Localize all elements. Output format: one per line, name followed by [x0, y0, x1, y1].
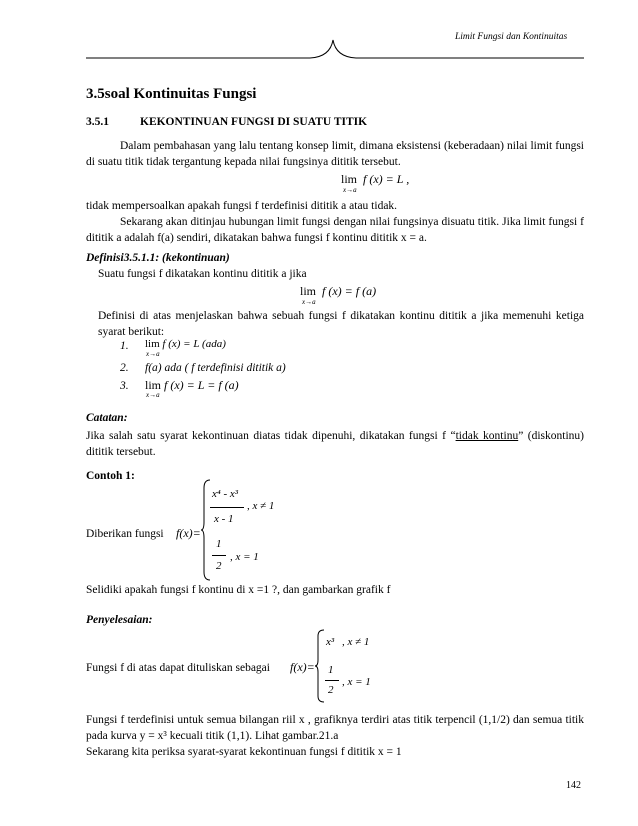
solution-case-2-condition: , x = 1 — [342, 676, 371, 688]
example-function-name: f(x)= — [176, 526, 201, 540]
example-label: Contoh 1: — [86, 470, 135, 482]
condition-3-subscript: x→a — [146, 391, 160, 399]
definition-label: Definisi3.5.1.1: (kekontinuan) — [86, 252, 230, 264]
solution-paragraph-1: Fungsi f terdefinisi untuk semua bilangan riil x , grafiknya terdiri atas titik terpencil (1,1/2) dan semua titik pada kurva y = x³ kecuali titik (1,1). Lihat gambar.21.a — [86, 714, 584, 742]
intro-paragraph-1: Dalam pembahasan yang lalu tentang konsep limit, dimana eksistensi (keberadaan) nilai limit fungsi di suatu titik tidak tergantung kepada nilai fungsinya dititik tersebut. — [86, 140, 584, 168]
solution-case-1: x³ — [326, 636, 335, 648]
case-1-condition: , x ≠ 1 — [247, 500, 275, 512]
solution-case-1-condition: , x ≠ 1 — [342, 636, 370, 648]
solution-case-2-fraction-bar — [325, 680, 339, 681]
intro-paragraph-2: tidak mempersoalkan apakah fungsi f terdefinisi dititik a atau tidak. — [86, 200, 398, 212]
page-title: 3.5soal Kontinuitas Fungsi — [86, 86, 257, 102]
page-number: 142 — [566, 780, 581, 791]
example-given-text: Diberikan fungsi — [86, 528, 164, 540]
example-question: Selidiki apakah fungsi f kontinu di x =1 ?, dan gambarkan grafik f — [86, 584, 391, 596]
case-1-denominator: x - 1 — [214, 513, 234, 525]
case-2-denominator: 2 — [216, 560, 222, 572]
limit-expression: f (x) = f (a) — [322, 284, 377, 298]
intro-paragraph-3: Sekarang akan ditinjau hubungan limit fungsi dengan nilai fungsinya disuatu titik. Jika limit fungsi f dititik a adalah f(a) sendiri, dikatakan bahwa fungsi f kontinu dititik x = a. — [86, 216, 584, 244]
definition-equation — [300, 284, 376, 299]
definition-line-1: Suatu fungsi f dikatakan kontinu dititik a jika — [98, 268, 307, 280]
catatan-label: Catatan: — [86, 412, 128, 424]
limit-subscript: x→a — [343, 186, 357, 194]
section-number: 3.5.1 — [86, 116, 109, 128]
case-1-fraction-bar — [210, 507, 244, 508]
condition-3-expression: lim f (x) = L = f (a) — [145, 378, 239, 392]
case-1-numerator: x⁴ - x³ — [212, 488, 239, 500]
solution-function-name: f(x)= — [290, 660, 315, 674]
limit-expression: f (x) = L , — [363, 172, 410, 186]
solution-text: Fungsi f di atas dapat dituliskan sebagai — [86, 662, 270, 674]
solution-case-2-numerator: 1 — [328, 664, 334, 676]
condition-3-number: 3. — [120, 380, 129, 392]
solution-case-2-denominator: 2 — [328, 684, 334, 696]
condition-1-subscript: x→a — [146, 350, 160, 358]
lim-operator: lim — [341, 172, 358, 186]
limit-equation-1 — [341, 172, 409, 187]
section-heading: KEKONTINUAN FUNGSI DI SUATU TITIK — [140, 116, 368, 128]
underlined-term: tidak kontinu — [455, 430, 519, 442]
case-2-fraction-bar — [212, 555, 226, 556]
header-curve — [0, 0, 638, 70]
case-2-condition: , x = 1 — [230, 551, 259, 563]
definition-line-2: Definisi di atas menjelaskan bahwa sebuah fungsi f dikatakan kontinu dititik a jika memenuhi ketiga syarat berikut: — [98, 310, 584, 338]
solution-label: Penyelesaian: — [86, 614, 153, 626]
condition-2-expression: f(a) ada ( f terdefinisi dititik a) — [145, 362, 286, 374]
condition-2-number: 2. — [120, 362, 129, 374]
lim-operator: lim — [300, 284, 317, 298]
condition-1-expression: lim f (x) = L (ada) — [145, 338, 226, 350]
condition-1-number: 1. — [120, 340, 129, 352]
solution-paragraph-2: Sekarang kita periksa syarat-syarat kekontinuan fungsi f dititik x = 1 — [86, 746, 402, 758]
running-header: Limit Fungsi dan Kontinuitas — [455, 32, 568, 42]
case-2-numerator: 1 — [216, 538, 222, 550]
catatan-text: Jika salah satu syarat kekontinuan diatas tidak dipenuhi, dikatakan fungsi f “tidak kontinu” (diskontinu) dititik tersebut. — [86, 430, 585, 458]
limit-subscript: x→a — [302, 298, 316, 306]
